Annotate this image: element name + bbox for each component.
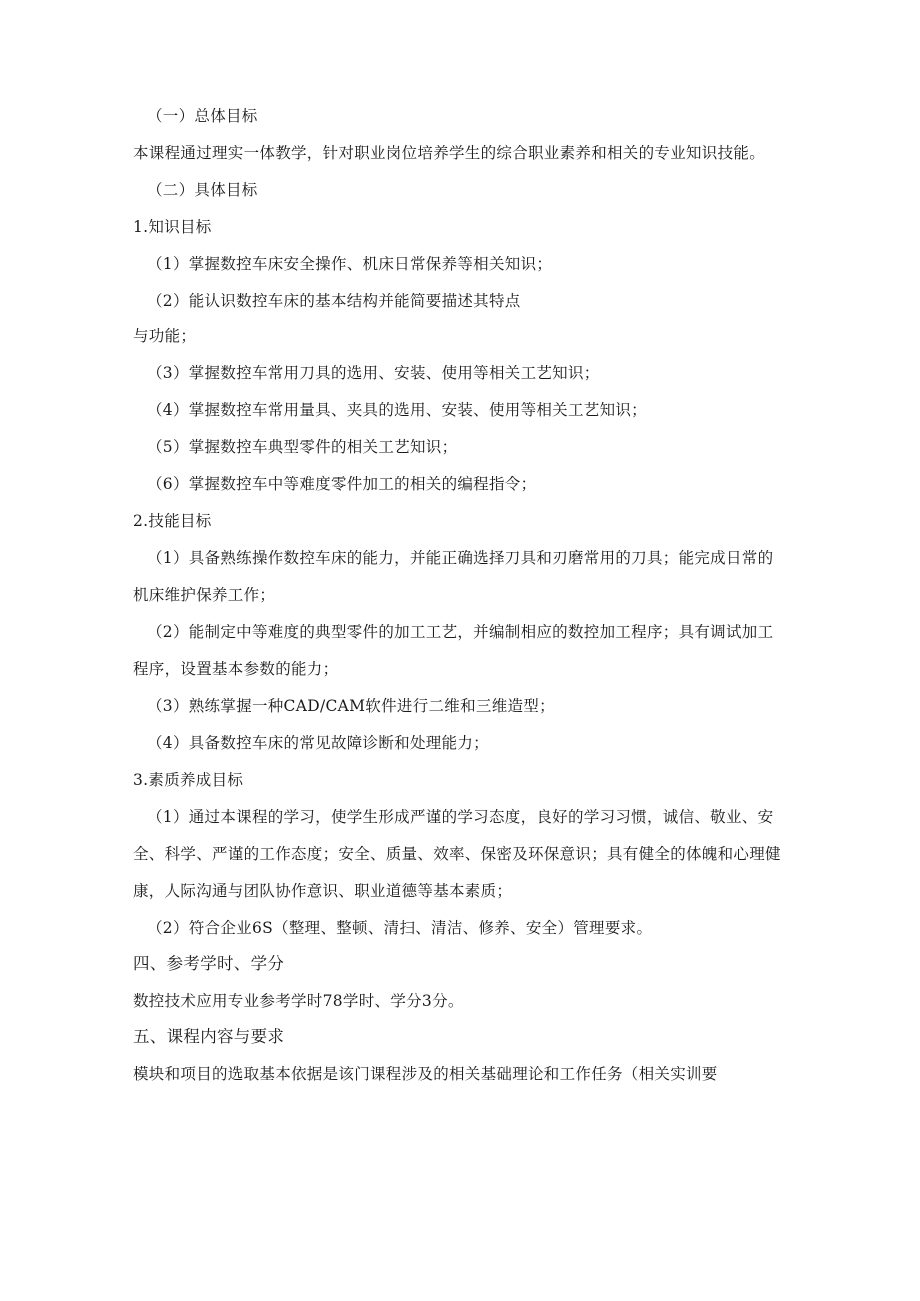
skill-item-1-line-1: （1）具备熟练操作数控车床的能力，并能正确选择刀具和刃磨常用的刀具；能完成日常的	[147, 549, 774, 567]
overall-goal-heading: （一）总体目标	[147, 107, 258, 125]
section-4-text: 数控技术应用专业参考学时78学时、学分3分。	[133, 992, 464, 1010]
skill-item-1-line-2: 机床维护保养工作；	[133, 586, 276, 604]
section-4-heading: 四、参考学时、学分	[133, 954, 285, 973]
quality-goal-heading: 3.素质养成目标	[133, 771, 244, 789]
skill-goal-heading: 2.技能目标	[133, 512, 212, 530]
skill-item-4: （4）具备数控车床的常见故障诊断和处理能力；	[147, 734, 489, 752]
knowledge-item-2-line-1: （2）能认识数控车床的基本结构并能简要描述其特点	[147, 292, 521, 310]
knowledge-item-3: （3）掌握数控车常用刀具的选用、安装、使用等相关工艺知识；	[147, 364, 600, 382]
knowledge-goal-heading: 1.知识目标	[133, 218, 212, 236]
quality-item-1-line-3: 康，人际沟通与团队协作意识、职业道德等基本素质；	[133, 882, 513, 900]
section-5-text: 模块和项目的选取基本依据是该门课程涉及的相关基础理论和工作任务（相关实训要	[133, 1065, 718, 1083]
knowledge-item-5: （5）掌握数控车典型零件的相关工艺知识；	[147, 438, 458, 456]
skill-item-2-line-2: 程序，设置基本参数的能力；	[133, 660, 339, 678]
quality-item-1-line-2: 全、科学、严谨的工作态度；安全、质量、效率、保密及环保意识；具有健全的体魄和心理健	[133, 845, 781, 863]
knowledge-item-1: （1）掌握数控车床安全操作、机床日常保养等相关知识；	[147, 255, 553, 273]
skill-item-3: （3）熟练掌握一种CAD/CAM软件进行二维和三维造型；	[147, 697, 555, 715]
skill-item-2-line-1: （2）能制定中等难度的典型零件的加工工艺，并编制相应的数控加工程序；具有调试加工	[147, 623, 774, 641]
specific-goal-heading: （二）具体目标	[147, 181, 258, 199]
quality-item-1-line-1: （1）通过本课程的学习，使学生形成严谨的学习态度，良好的学习习惯，诚信、敬业、安	[147, 808, 774, 826]
knowledge-item-4: （4）掌握数控车常用量具、夹具的选用、安装、使用等相关工艺知识；	[147, 401, 647, 419]
knowledge-item-2-line-2: 与功能；	[133, 327, 197, 345]
knowledge-item-6: （6）掌握数控车中等难度零件加工的相关的编程指令；	[147, 475, 537, 493]
section-5-heading: 五、课程内容与要求	[133, 1027, 285, 1046]
overall-goal-text: 本课程通过理实一体教学，针对职业岗位培养学生的综合职业素养和相关的专业知识技能。	[133, 144, 766, 162]
quality-item-2: （2）符合企业6S（整理、整顿、清扫、清洁、修养、安全）管理要求。	[147, 919, 653, 937]
